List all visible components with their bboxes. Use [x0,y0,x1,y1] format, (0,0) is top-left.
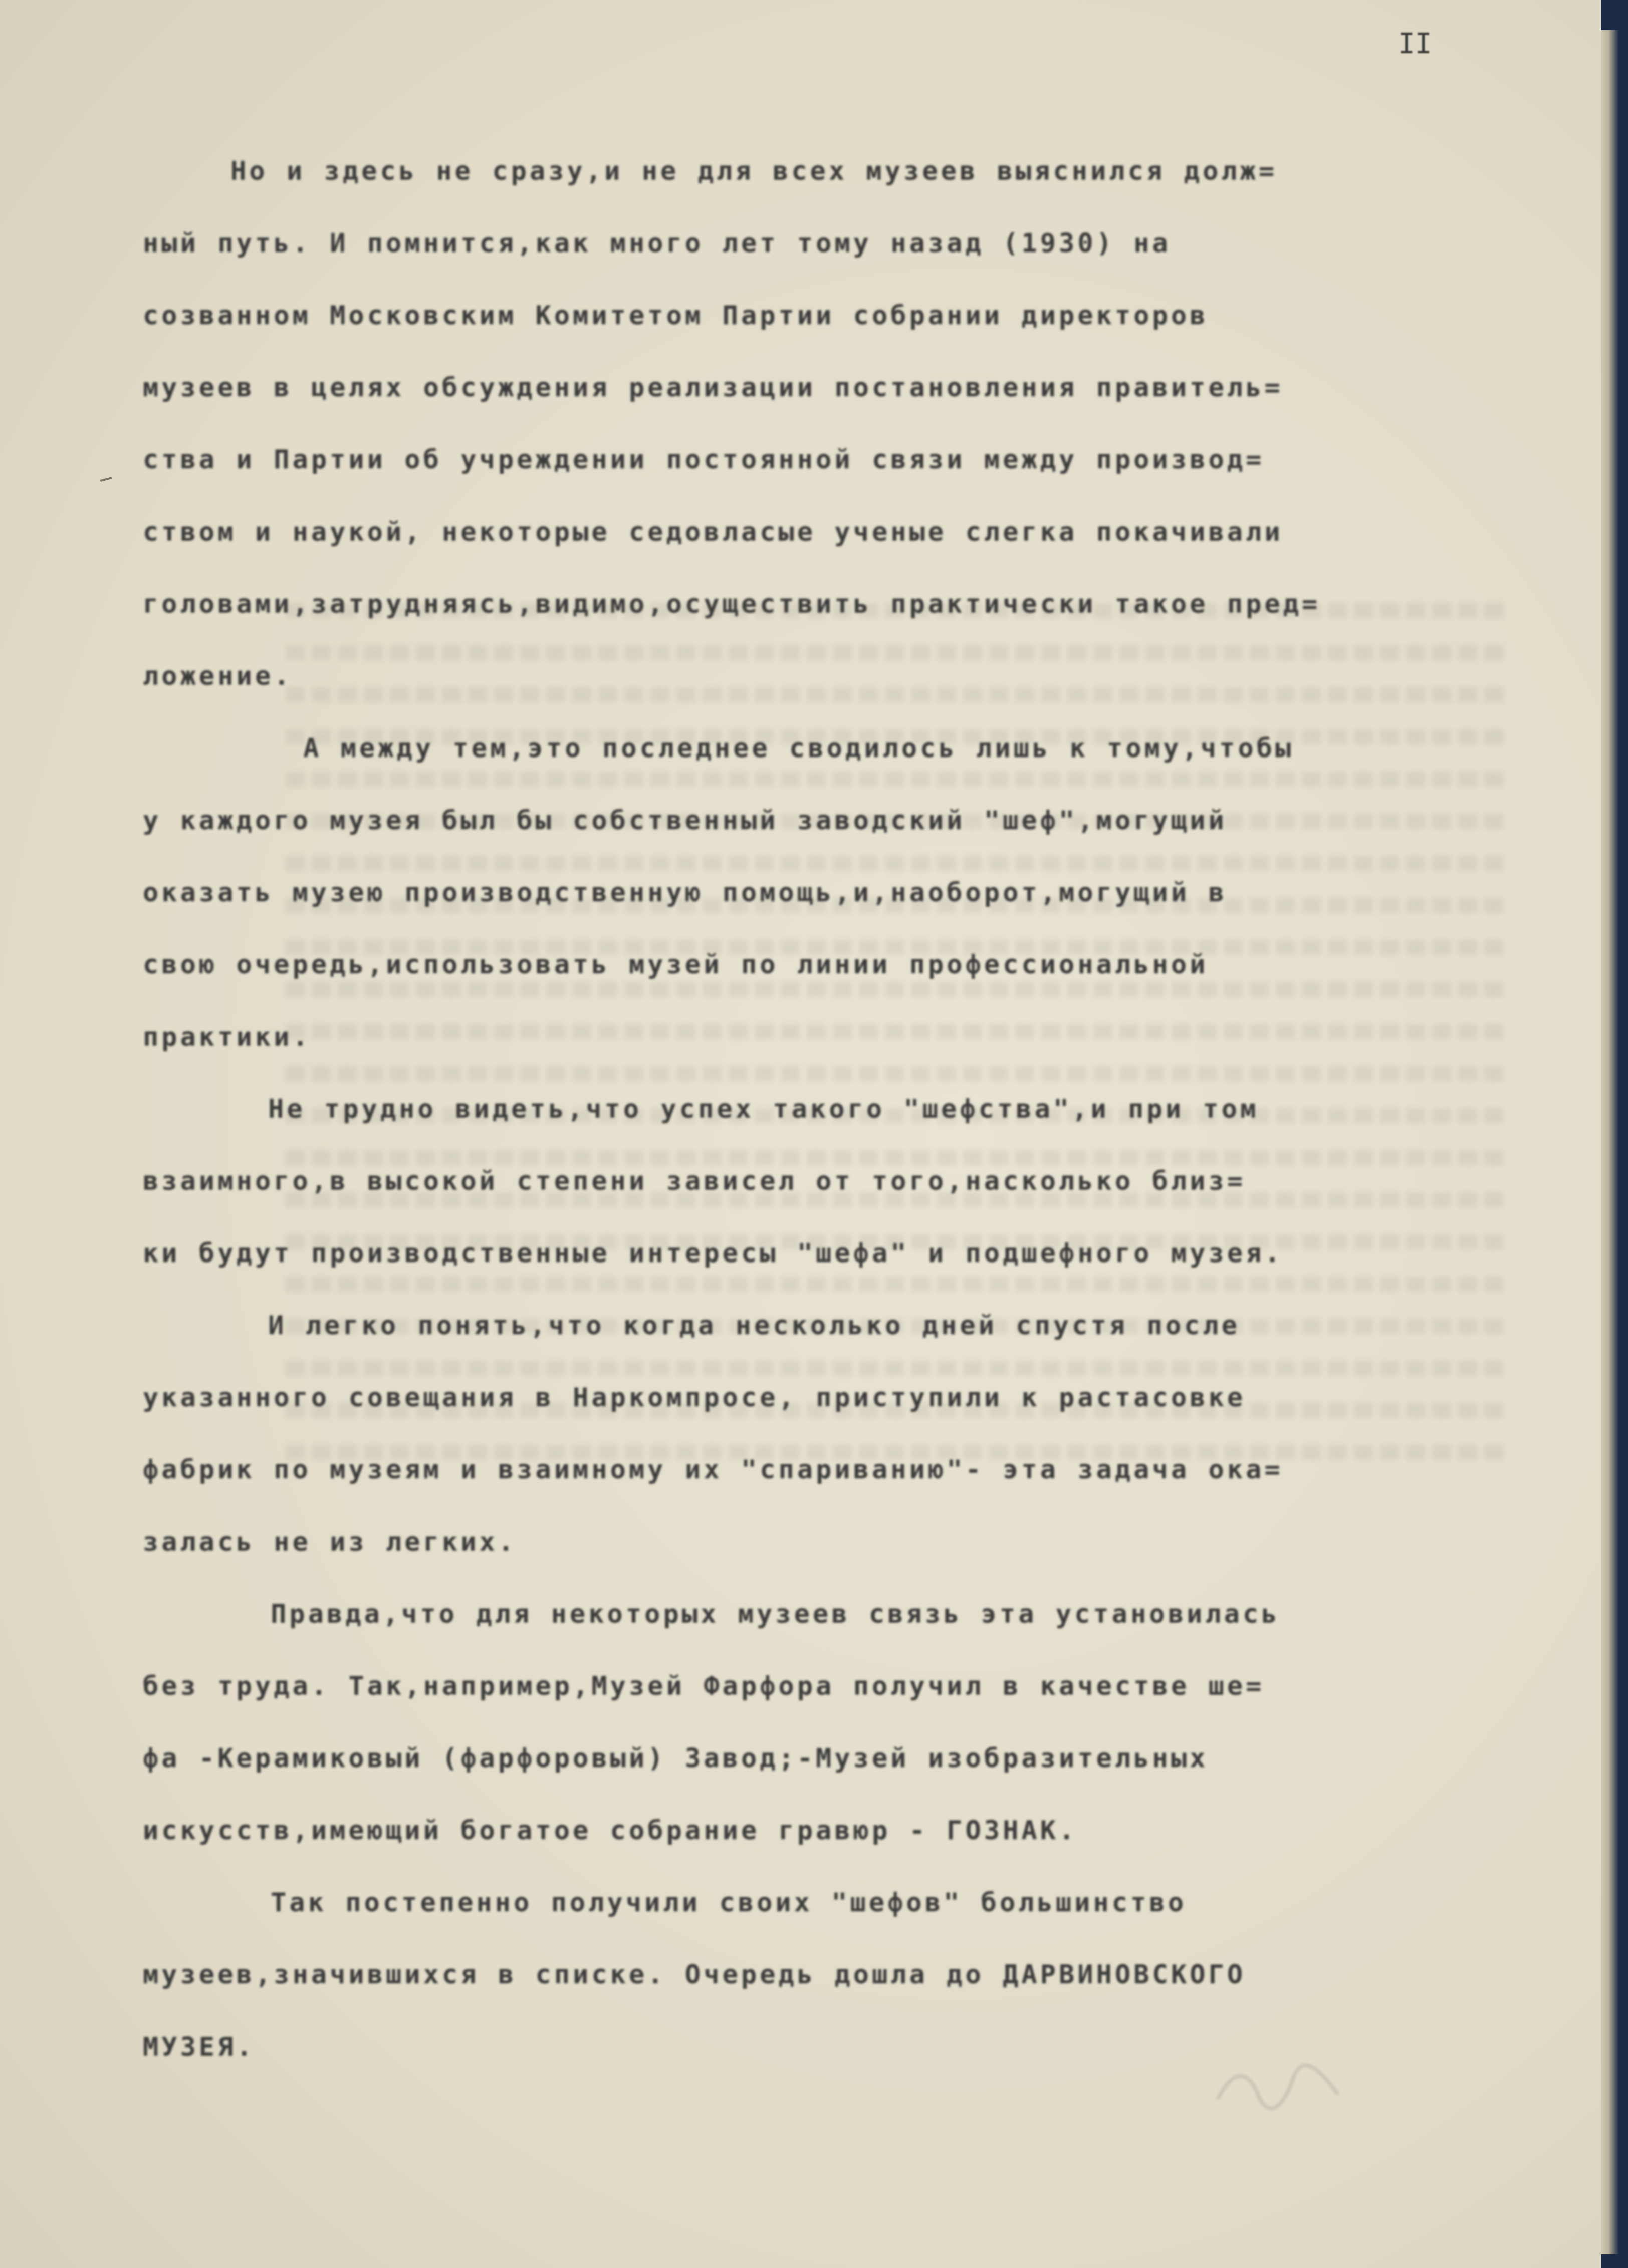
text-line: оказать музею производственную помощь,и,наоборот,могущий в [143,878,1227,908]
faint-signature-mark [1213,2059,1343,2114]
text-line: ложение. [143,661,293,691]
text-line: Не трудно видеть,что успех такого "шефства",и при том [268,1094,1259,1124]
signature-stroke [1218,2065,1338,2108]
text-line: музеев,значившихся в списке. Очередь дошла до ДАРВИНОВСКОГО [143,1960,1246,1990]
text-line: Правда,что для некоторых музеев связь эта установилась [271,1599,1280,1629]
paragraph [143,1290,1561,1578]
text-line: искусств,имеющий богатое собрание гравюр - ГОЗНАК. [143,1816,1078,1846]
text-line: МУЗЕЯ. [143,2032,255,2062]
text-line: ства и Партии об учреждении постоянной связи между производ= [143,445,1265,475]
paragraph [143,1867,1561,2083]
page-number: II [1398,28,1432,60]
text-line: практики. [143,1022,311,1052]
paragraph [143,1073,1561,1290]
paragraph [143,712,1561,1073]
text-line: свою очередь,использовать музей по линии профессиональной [143,950,1209,980]
text-line: И легко понять,что когда несколько дней спустя после [268,1311,1240,1341]
text-line: залась не из легких. [143,1527,517,1557]
text-line: без труда. Так,например,Музей Фарфора получил в качестве ше= [143,1671,1265,1701]
text-line: указанного совещания в Наркомпросе, приступили к растасовке [143,1383,1246,1413]
text-line: Но и здесь не сразу,и не для всех музеев выяснился долж= [230,156,1278,186]
paragraph [143,135,1561,712]
text-line: музеев в целях обсуждения реализации постановления правитель= [143,373,1283,403]
margin-mark [100,477,112,482]
text-line: головами,затрудняясь,видимо,осуществить практически такое пред= [143,589,1321,619]
text-line: фабрик по музеям и взаимному их "спариванию"- эта задача ока= [143,1455,1283,1485]
text-line: А между тем,это последнее сводилось лишь к тому,чтобы [303,733,1294,764]
text-line: ством и наукой, некоторые седовласые ученые слегка покачивали [143,517,1283,547]
text-line: взаимного,в высокой степени зависел от того,насколько близ= [143,1166,1246,1196]
paragraph [143,1578,1561,1867]
text-line: ки будут производственные интересы "шефа" и подшефного музея. [143,1238,1283,1269]
text-line: фа -Керамиковый (фарфоровый) Завод;-Музей изобразительных [143,1743,1209,1774]
text-line: у каждого музея был бы собственный заводский "шеф",могущий [143,806,1227,836]
text-line: ный путь. И помнится,как много лет тому назад (1930) на [143,228,1171,259]
body-text [143,135,1561,2083]
text-line: созванном Московским Комитетом Партии собрании директоров [143,301,1209,331]
text-line: Так постепенно получили своих "шефов" большинство [271,1888,1187,1918]
